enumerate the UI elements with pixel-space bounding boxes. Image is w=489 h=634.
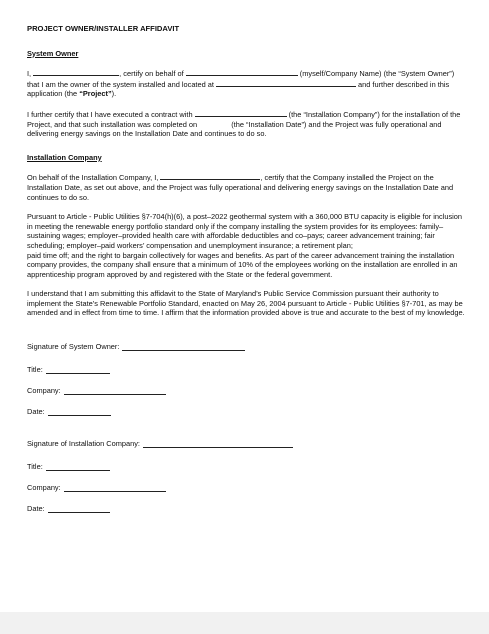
system-owner-paragraph-1: I, , certify on behalf of (myself/Company Name) (the “System Owner”) that I am the owner of the system installed and located at and further described in this application (the “Project”). bbox=[27, 69, 455, 99]
installer-title-row bbox=[27, 462, 467, 471]
owner-title-line[interactable] bbox=[46, 366, 110, 374]
owner-company-label: Company: bbox=[27, 386, 61, 396]
installer-date-line[interactable] bbox=[48, 505, 110, 513]
installer-company-line[interactable] bbox=[64, 484, 166, 492]
owner-company-row bbox=[27, 386, 467, 395]
owner-title-row bbox=[27, 365, 467, 374]
owner-signature-row bbox=[27, 342, 467, 351]
owner-date-label: Date: bbox=[27, 407, 45, 417]
installer-date-label: Date: bbox=[27, 504, 45, 514]
owner-date-line[interactable] bbox=[48, 408, 111, 416]
installation-company-blank[interactable] bbox=[195, 109, 287, 117]
installer-name-blank[interactable] bbox=[160, 172, 260, 180]
owner-company-line[interactable] bbox=[64, 387, 166, 395]
owner-company-blank[interactable] bbox=[186, 68, 298, 76]
affidavit-body bbox=[27, 24, 467, 513]
owner-signature-line[interactable] bbox=[122, 343, 245, 351]
installer-company-label: Company: bbox=[27, 483, 61, 493]
installer-signature-label: Signature of Installation Company: bbox=[27, 439, 140, 449]
installation-company-paragraph-1: On behalf of the Installation Company, I, , certify that the Company installed the Project on the Installation Date, as set out above, and the Project was fully operational and delivering energy savings on the Installation Date and continues to do so. bbox=[27, 173, 454, 202]
owner-date-row bbox=[27, 407, 467, 416]
system-owner-paragraph-2: I further certify that I have executed a contract with (the “Installation Company”) for the installation of the Project, and that such installation was completed on (the “Installation Date”) and the Project was fully operational and delivering energy savings on the Installation Date and continues to do so. bbox=[27, 109, 461, 139]
system-location-blank[interactable] bbox=[216, 79, 356, 87]
installer-title-line[interactable] bbox=[46, 463, 110, 471]
owner-signature-label: Signature of System Owner: bbox=[27, 342, 120, 352]
owner-title-label: Title: bbox=[27, 365, 43, 375]
affirmation-paragraph: I understand that I am submitting this affidavit to the State of Maryland’s Public Service Commission pursuant their authority to implement the State’s Renewable Portfolio Standard, enacted on May 26, 2004 pursuant to Article - Public Utilities §7-701, as may be amended and in effect from time to time. I affirm that the information provided above is true and accurate to the best of my knowledge. bbox=[27, 289, 465, 318]
owner-name-blank[interactable] bbox=[33, 68, 119, 76]
labor-standards-paragraph: Pursuant to Article - Public Utilities §7-704(h)(6), a post–2022 geothermal system with a 360,000 BTU capacity is eligible for inclusion in meeting the renewable energy portfolio standard only if the company installing the system provides for its employees: family–sustaining wages; employer–provided health care with affordable deductibles and co–pays; career advancement training; fair scheduling; employer–paid workers’ compensation and unemployment insurance; a retirement plan; bbox=[27, 212, 463, 250]
installer-title-label: Title: bbox=[27, 462, 43, 472]
installer-date-row bbox=[27, 504, 467, 513]
installation-company-heading: Installation Company bbox=[27, 152, 102, 162]
installer-company-row bbox=[27, 483, 467, 492]
document-title: PROJECT OWNER/INSTALLER AFFIDAVIT bbox=[27, 24, 180, 33]
installer-signature-row bbox=[27, 439, 467, 448]
system-owner-heading: System Owner bbox=[27, 48, 79, 58]
labor-standards-paragraph-continued: paid time off; and the right to bargain collectively for wages and benefits. As part of the career advancement training the installation company provides, the company shall ensure that a minimum of 10% of the employees working on the installation are enrolled in an apprenticeship program approved by and registered with the State or the federal government. bbox=[27, 250, 458, 279]
installer-signature-line[interactable] bbox=[143, 440, 293, 448]
